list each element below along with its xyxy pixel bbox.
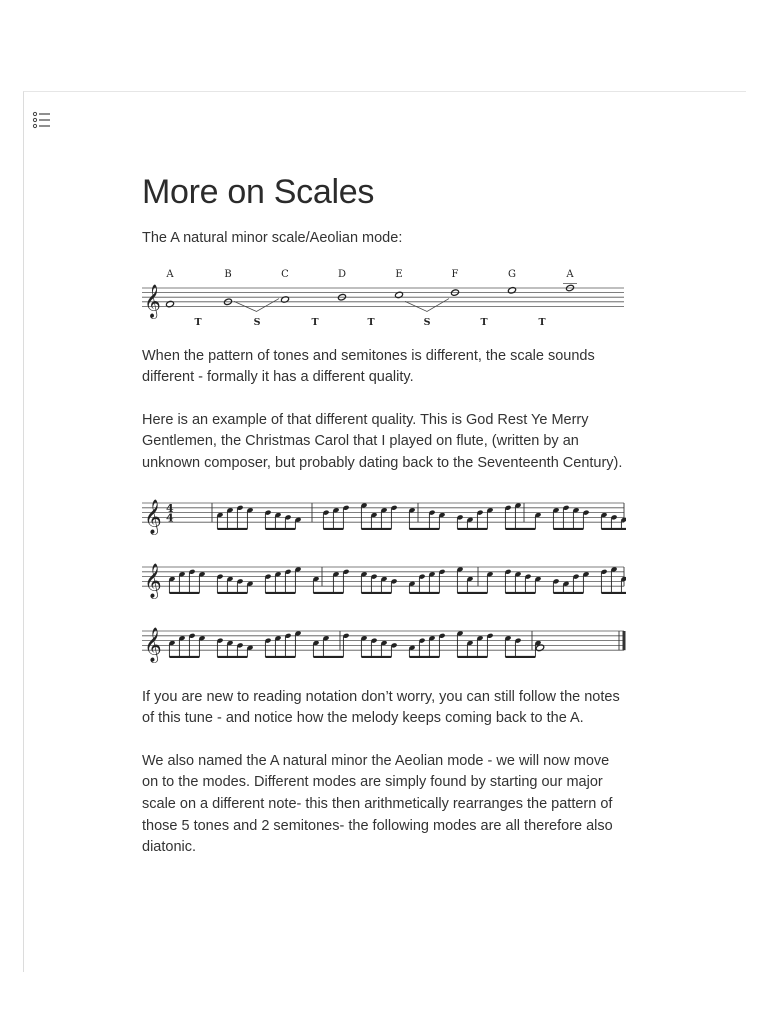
example-paragraph: Here is an example of that different quality. This is God Rest Ye Merry Gentlemen, the Christmas Carol that I played on flute, (written by an unknown composer, but probably dating back to the Seventeenth Century).	[142, 411, 623, 471]
step-label: T	[311, 316, 319, 328]
step-label: T	[367, 316, 375, 328]
scale-note-name: G	[508, 268, 516, 280]
scale-note-name: E	[395, 268, 403, 280]
time-signature-bottom: 4	[166, 511, 174, 525]
table-of-contents-icon[interactable]	[32, 110, 52, 130]
notation-paragraph: If you are new to reading notation don’t worry, you can still follow the notes of this tune - and notice how the melody keeps coming back to the A.	[142, 688, 620, 727]
scale-note-name: F	[451, 268, 459, 280]
step-label: T	[538, 316, 546, 328]
scale-note-name: B	[224, 268, 232, 280]
scale-note-name: A	[566, 268, 574, 280]
modes-paragraph: We also named the A natural minor the Aeolian mode - we will now move on to the modes. Different modes are simply found by starting our major scale on a different note- this then arithmetically rearranges the pattern of those 5 tones and 2 semitones- the following modes are all therefore also diatonic.	[142, 752, 613, 856]
scale-notation-figure	[140, 266, 626, 328]
scale-staff	[142, 288, 624, 306]
article-content	[142, 170, 628, 859]
step-label: S	[253, 316, 261, 328]
step-label: T	[480, 316, 488, 328]
treble-clef-icon: 𝄞	[144, 499, 162, 535]
step-label: T	[194, 316, 202, 328]
scale-note-name: D	[337, 268, 347, 280]
semitone-marker	[234, 298, 279, 311]
quality-paragraph: When the pattern of tones and semitones is different, the scale sounds different - formally it has a different quality.	[142, 347, 595, 386]
step-label: S	[423, 316, 431, 328]
tune-staff	[142, 503, 624, 525]
scale-note-name: C	[281, 268, 289, 280]
treble-clef-icon: 𝄞	[144, 563, 162, 599]
semitone-marker	[405, 298, 449, 311]
treble-clef-icon: 𝄞	[144, 284, 161, 318]
tune-staff	[142, 631, 624, 650]
time-signature-top: 4	[166, 501, 174, 515]
tune-staff	[142, 567, 624, 586]
page-title: More on Scales	[142, 173, 375, 211]
scale-intro-text: The A natural minor scale/Aeolian mode:	[142, 230, 403, 246]
scale-note-name: A	[166, 268, 174, 280]
tune-notation-figure	[140, 495, 626, 665]
treble-clef-icon: 𝄞	[144, 627, 162, 663]
